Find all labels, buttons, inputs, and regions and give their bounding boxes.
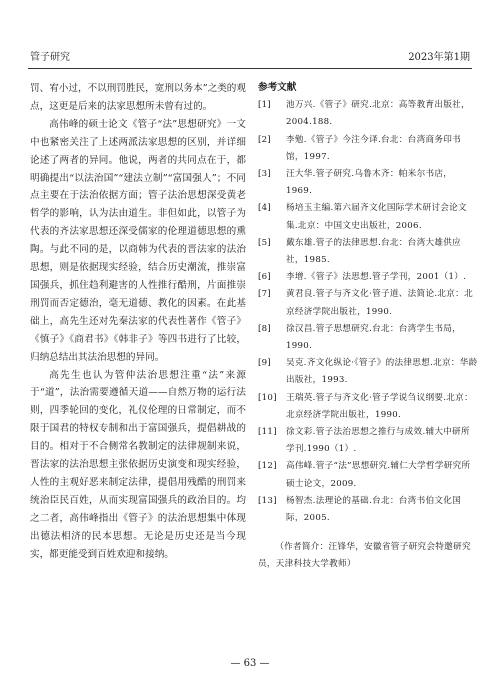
reference-number: [1]	[258, 100, 272, 111]
reference-item	[258, 286, 478, 320]
references-title: 参考文献	[258, 82, 297, 93]
reference-number: [2]	[258, 134, 272, 145]
reference-item	[258, 390, 478, 424]
reference-number: [6]	[258, 272, 272, 283]
reference-number: [12]	[258, 461, 277, 472]
reference-text: 杨培玉主编.第六届齐文化国际学术研讨会论文集.北京：中国文史出版社，2006.	[286, 203, 467, 231]
author-note: （作者简介：汪锋华，安徽省管子研究会特邀研究员，天津科技大学教师）	[258, 542, 471, 570]
body-column	[30, 80, 246, 563]
reference-number: [7]	[258, 289, 272, 300]
reference-item	[258, 458, 478, 492]
reference-number: [9]	[258, 358, 272, 369]
body-paragraph: 高先生也认为管仲法治思想注重“法”来源于“道”，法治需要遵循天道——自然万物的运行法则，四季轮回的变化，礼仪伦理的日常制定，而不限于国君的特权专制和出于富国强兵，提倡耕战的目的。相对于不合侧常名教制定的法律规制来说，晋法家的法治思想主张依据历史演变和现实经验，人性的主观好恶来制定法律，提倡用残酷的刑罚来统治臣民百姓，从而实现富国强兵的政治目的。均之二者，高伟峰指出《管子》的法治思想集中体现出德法相济的民本思想。无论是历史还是当今现实，都更能受到百姓欢迎和接纳。	[30, 369, 246, 560]
reference-text: 杨智杰.法理论的基础.台北：台湾书伯文化国际，2005.	[286, 495, 462, 524]
reference-number: [10]	[258, 392, 277, 403]
reference-number: [8]	[258, 323, 272, 334]
reference-item	[258, 355, 478, 389]
reference-item	[258, 166, 478, 200]
reference-item	[258, 200, 478, 234]
reference-text: 徐汉昌.管子思想研究.台北：台湾学生书局，1990.	[286, 323, 462, 352]
reference-text: 池万兴.《管子》研究.北京：高等教育出版社，2004.188.	[286, 100, 470, 128]
running-header	[28, 48, 472, 69]
reference-text: 高伟峰.管子“法”思想研究.辅仁大学哲学研究所硕士论文，2009.	[286, 461, 471, 489]
body-paragraph: 罚、宥小过，不以刑罚胜民，宽刑以务本”之类的观点，这更是后来的法家思想所未曾有过的。	[30, 83, 246, 112]
references-column	[258, 79, 478, 574]
reference-text: 王瑞英.管子与齐文化·管子学说刍议纲要.北京：北京经济学院出版社，1990.	[286, 392, 473, 420]
reference-item	[258, 132, 478, 166]
reference-text: 黄君良.管子与齐文化·管子道、法简论.北京：北京经济学院出版社，1990.	[286, 289, 473, 317]
reference-number: [3]	[258, 169, 272, 180]
reference-item	[258, 97, 478, 131]
issue-label: 2023年第1期	[408, 52, 470, 63]
reference-text: 戴东雄.管子的法律思想.台北：台湾大雄供应社，1985.	[286, 237, 462, 266]
reference-number: [13]	[258, 495, 277, 506]
reference-item	[258, 321, 478, 355]
page-number: — 63 —	[230, 658, 270, 669]
reference-text: 吴克.齐文化纵论·《管子》的法律思想.北京：华龄出版社，1993.	[286, 358, 478, 386]
reference-number: [4]	[258, 203, 272, 214]
body-paragraph: 高伟峰的硕士论文《管子“法”思想研究》一文中也紧密关注了上述两派法家思想的区别，并详细论述了两者的异同。他说，两者的共同点在于，都明确提出“以法治国”“建法立制”“富国强人”；不同点主要在于法治依据方面；管子法治思想深受黄老哲学的影响，认为法由道生。非但如此，以管子为代表的齐法家思想还深受儒家的伦理道德思想的熏陶。与此不同的是，以商韩为代表的晋法家的法治思想，则是依据现实经验，结合历史潮流，推崇富国强兵，抓住趋利避害的人性推行酷刑，片面推崇刑罚而否定德治，毫无道德、教化的因素。在此基础上，高先生还对先秦法家的代表性著作《管子》《慎子》《商君书》《韩非子》等四书进行了比较，归纳总结出其法治思想的异同。	[30, 118, 246, 363]
journal-name: 管子研究	[30, 52, 70, 63]
reference-item	[258, 493, 478, 527]
reference-text: 徐文彩.管子法治思想之推行与成效.辅大中研所学刊.1990（1）.	[286, 427, 470, 455]
reference-text: 汪大华.管子研究.乌鲁木齐：帕米尔书店，1969.	[286, 169, 453, 197]
reference-text: 李勉.《管子》今注今译.台北：台湾商务印书馆，1997.	[286, 134, 462, 162]
reference-number: [11]	[258, 427, 277, 438]
reference-text: 李增.《管子》法思想.管子学刊，2001（1）.	[286, 272, 467, 283]
reference-number: [5]	[258, 237, 272, 248]
reference-item	[258, 424, 478, 458]
reference-item	[258, 235, 478, 269]
reference-item	[258, 269, 478, 286]
